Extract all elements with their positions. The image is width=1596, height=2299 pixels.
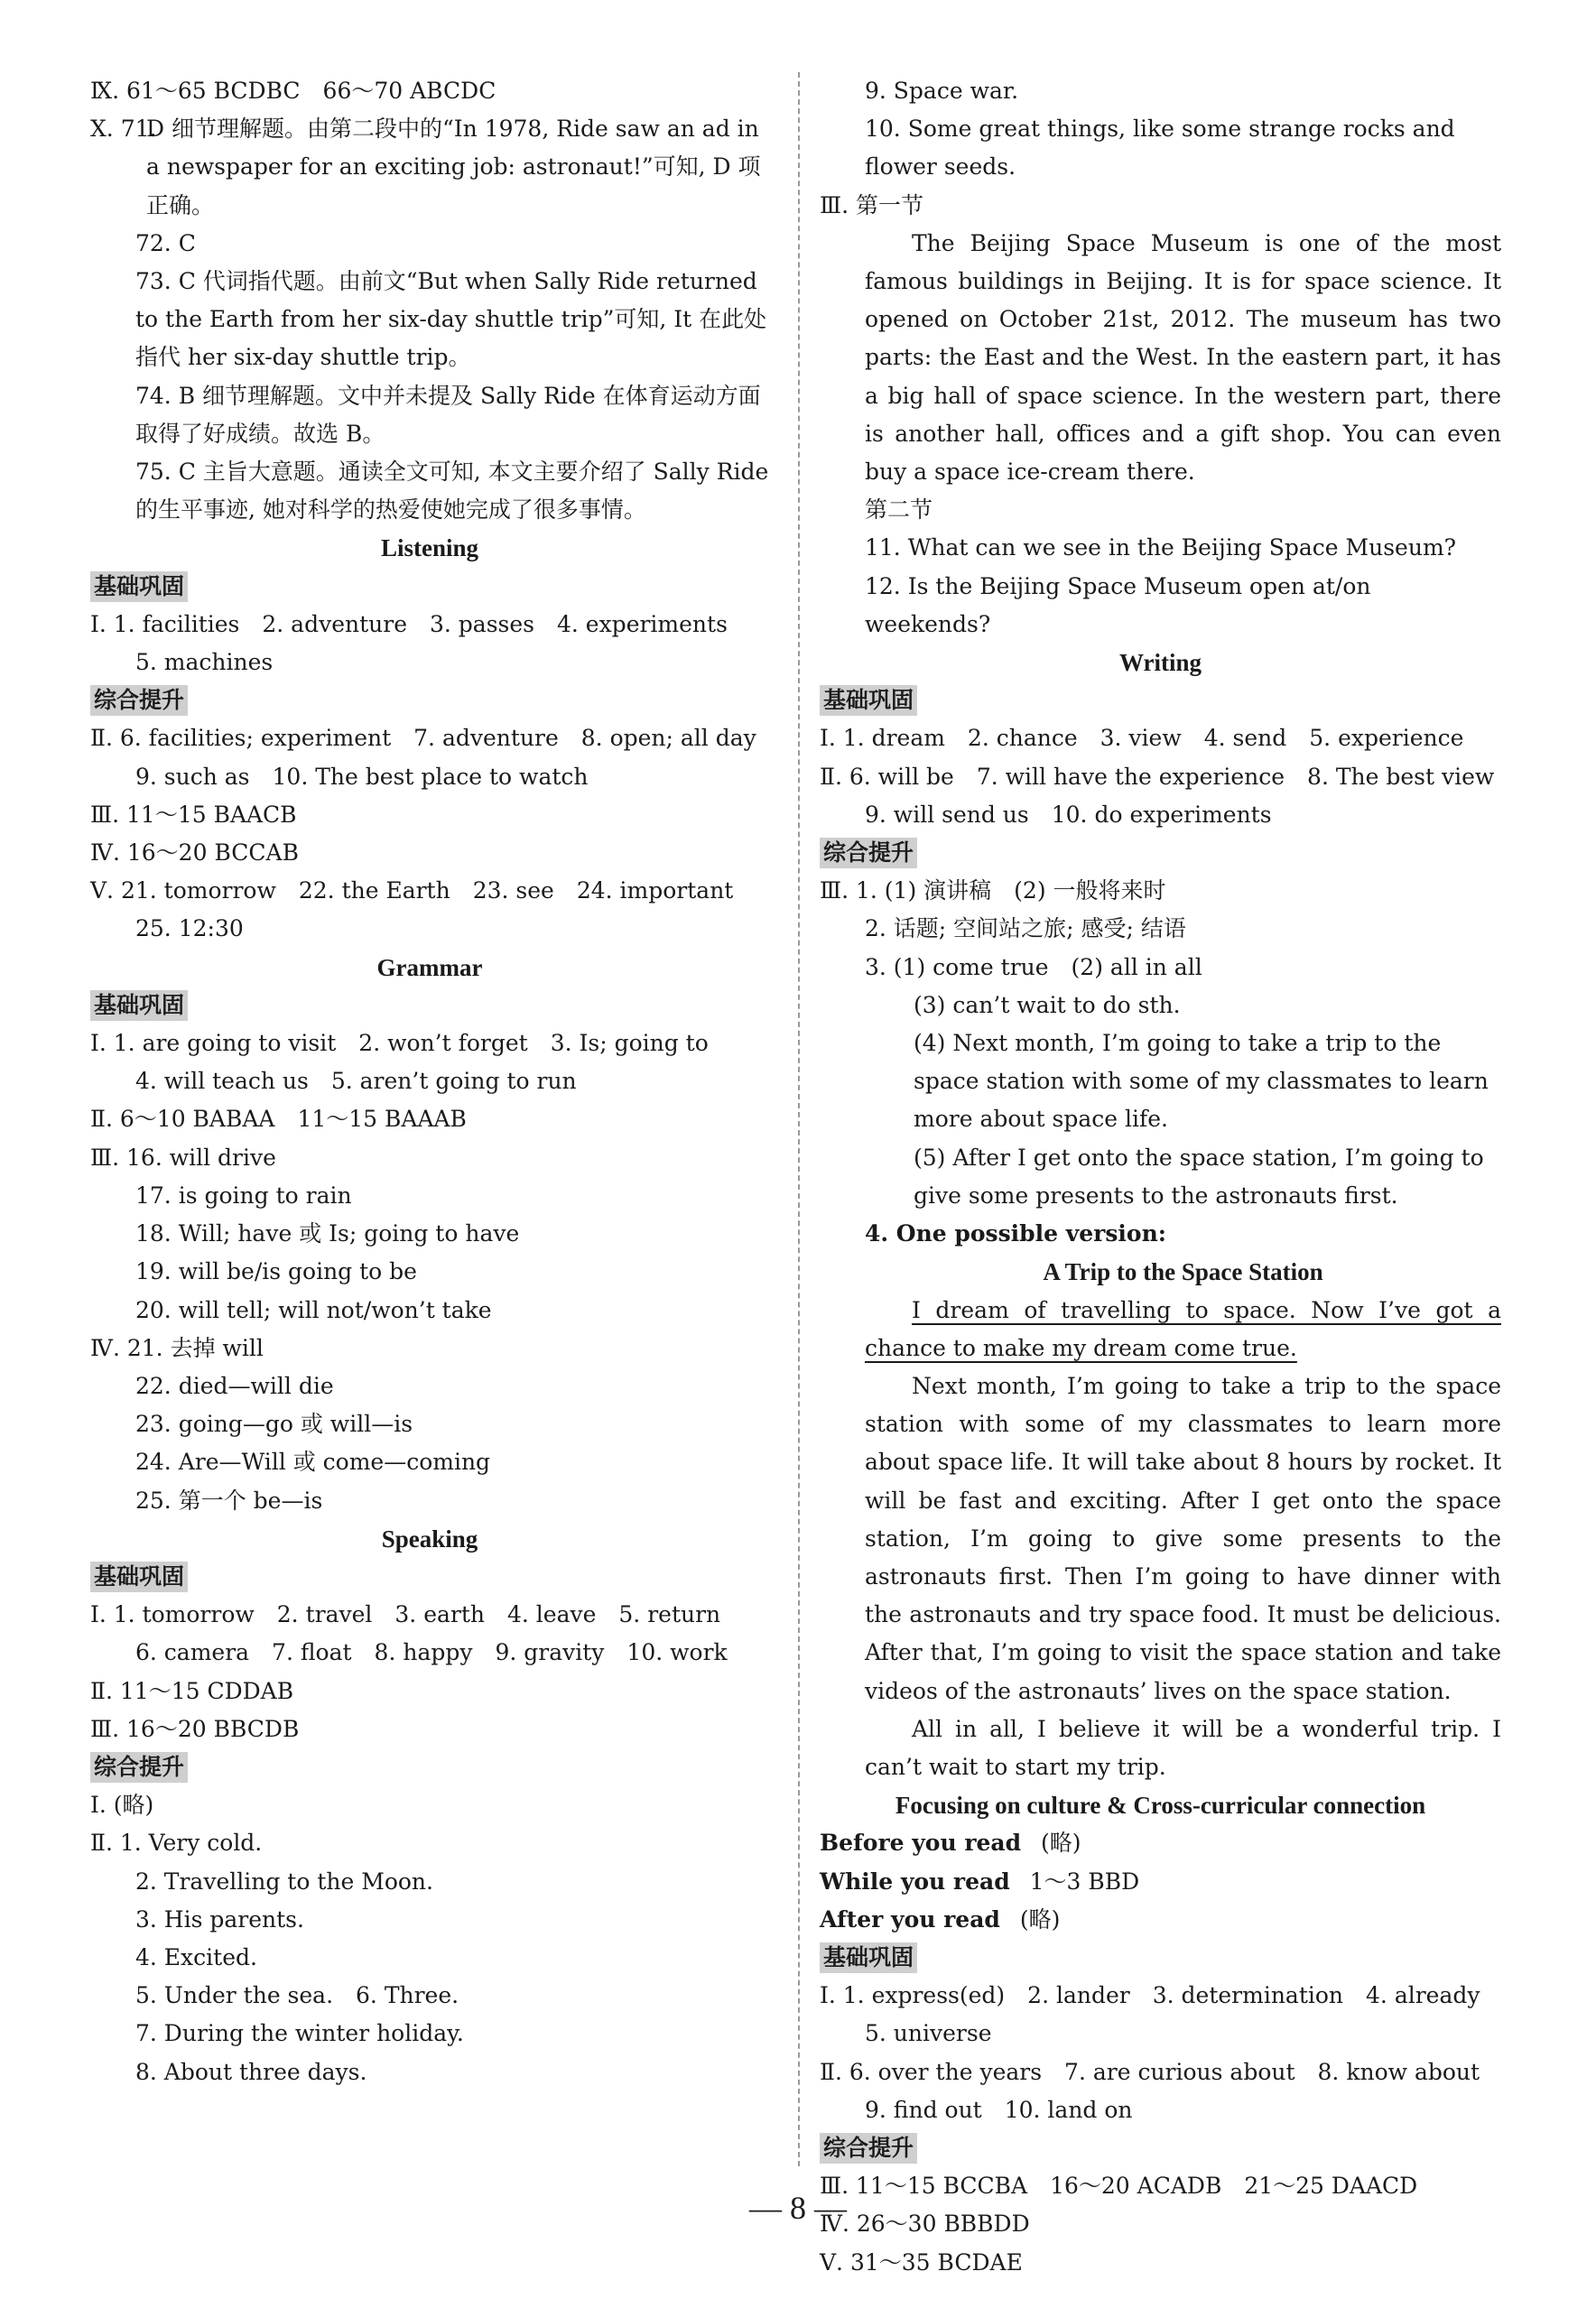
focus-iv: Ⅳ. 26～30 BBBDD (820, 2211, 1030, 2238)
writing-ii-line1: Ⅱ. 6. will be 7. will have the experience 8. The best view (820, 763, 1495, 790)
grammar-iii-17: 17. is going to rain (135, 1182, 352, 1209)
section-iii-part2-heading: 第二节 (865, 496, 933, 524)
grammar-i-line1: Ⅰ. 1. are going to visit 2. won’t forget 3. Is; going to (90, 1030, 709, 1057)
listening-ii-line2: 9. such as 10. The best place to watch (135, 763, 589, 790)
answer-75: 75. C 主旨大意题。通读全文可知, 本文主要介绍了 Sally Ride 的生平事迹, 她对科学的热爱使她完成了很多事情。 (135, 459, 769, 524)
answer-71-text: D 细节理解题。由第二段中的“In 1978, Ride saw an ad in a newspaper for an exciting job: astronaut!”可知, D 项正确。 (146, 116, 761, 218)
essay-paragraph-3: All in all, I believe it will be a wonderful trip. I can’t wait to start my trip. (865, 1715, 1501, 1780)
grammar-iii-18: 18. Will; have 或 Is; going to have (135, 1220, 520, 1247)
after-you-read-value: (略) (1019, 1905, 1061, 1933)
tag-advanced-listening: 综合提升 (90, 685, 188, 716)
writing-iii-3-4: (4) Next month, I’m going to take a trip to the space station with some of my classmates to learn more about space life. (914, 1030, 1489, 1133)
speaking-adv-ii-4: 4. Excited. (135, 1943, 257, 1970)
writing-iii-1: Ⅲ. 1. (1) 演讲稿 (2) 一般将来时 (820, 877, 1166, 904)
grammar-ii: Ⅱ. 6～10 BABAA 11～15 BAAAB (90, 1106, 467, 1133)
answer-72: 72. C (135, 229, 196, 256)
writing-title: Writing (1118, 649, 1202, 677)
writing-iii-3-1: 3. (1) come true (2) all in all (865, 953, 1202, 980)
grammar-iv-23: 23. going—go 或 will—is (135, 1411, 413, 1438)
grammar-iv-24: 24. Are—Will 或 come—coming (135, 1449, 491, 1476)
listening-i-line2: 5. machines (135, 649, 274, 676)
listening-iii: Ⅲ. 11～15 BAACB (90, 801, 297, 828)
listening-v-line2: 25. 12:30 (135, 915, 244, 942)
essay-paragraph-1-wrap (820, 1292, 1501, 1367)
tag-basic-focus: 基础巩固 (820, 1942, 917, 1973)
speaking-adv-ii-1: Ⅱ. 1. Very cold. (90, 1830, 263, 1857)
before-you-read-label: Before you read (820, 1830, 1022, 1857)
focus-i-line2: 5. universe (865, 2020, 992, 2047)
listening-v-line1: Ⅴ. 21. tomorrow 22. the Earth 23. see 24. important (90, 877, 734, 904)
after-you-read-label: After you read (820, 1905, 1000, 1933)
writing-iii-2: 2. 话题; 空间站之旅; 感受; 结语 (865, 915, 1186, 942)
answer-10: 10. Some great things, like some strange rocks and flower seeds. (865, 116, 1455, 181)
focus-v: Ⅴ. 31～35 BCDAE (820, 2248, 1023, 2276)
grammar-title: Grammar (376, 953, 483, 981)
listening-ii-line1: Ⅱ. 6. facilities; experiment 7. adventure 8. open; all day (90, 725, 756, 752)
speaking-ii: Ⅱ. 11～15 CDDAB (90, 1677, 294, 1704)
focus-iii: Ⅲ. 11～15 BCCBA 16～20 ACADB 21～25 DAACD (820, 2173, 1418, 2200)
focus-ii-line1: Ⅱ. 6. over the years 7. are curious about 8. know about (820, 2058, 1480, 2085)
section-iii-part1-heading: Ⅲ. 第一节 (820, 191, 924, 218)
tag-basic-writing: 基础巩固 (820, 685, 917, 716)
speaking-adv-ii-8: 8. About three days. (135, 2058, 367, 2085)
tag-basic-grammar: 基础巩固 (90, 990, 188, 1021)
left-column (90, 72, 769, 2091)
while-you-read-row (820, 1863, 1501, 1901)
tag-advanced-focus: 综合提升 (820, 2133, 917, 2164)
grammar-iii-20: 20. will tell; will not/won’t take (135, 1296, 492, 1323)
answer-9: 9. Space war. (865, 78, 1019, 104)
right-column (820, 72, 1501, 2282)
writing-iii-4-heading: 4. One possible version: (865, 1220, 1167, 1247)
writing-ii-line2: 9. will send us 10. do experiments (865, 801, 1272, 828)
writing-iii-3-3: (3) can’t wait to do sth. (914, 991, 1181, 1018)
speaking-adv-ii-3: 3. His parents. (135, 1905, 304, 1933)
speaking-adv-ii-2: 2. Travelling to the Moon. (135, 1868, 433, 1895)
column-divider (798, 72, 800, 2166)
writing-i: Ⅰ. 1. dream 2. chance 3. view 4. send 5. experience (820, 725, 1464, 752)
while-you-read-value: 1～3 BBD (1029, 1868, 1140, 1895)
focus-title: Focusing on culture & Cross-curricular connection (895, 1792, 1426, 1820)
essay-paragraph-2: Next month, I’m going to take a trip to the space station with some of my classmates to learn more about space life. It will take about 8 hours by rocket. It will be fast and exciting. After I get onto the space station, I’m going to give some presents to the astronauts first. Then I’m going to have dinner with the astronauts and try space food. It must be delicious. After that, I’m going to visit the space station and take videos of the astronauts’ lives on the space station. (865, 1372, 1501, 1704)
section-iii-paragraph: The Beijing Space Museum is one of the most famous buildings in Beijing. It is for space science. It opened on October 21st, 2012. The museum has two parts: the East and the West. In the eastern part, it has a big hall of space science. In the western part, there is another hall, offices and a gift shop. You can even buy a space ice-cream there. (865, 229, 1501, 486)
tag-basic-speaking: 基础巩固 (90, 1562, 188, 1592)
after-you-read-row (820, 1901, 1501, 1939)
focus-ii-line2: 9. find out 10. land on (865, 2096, 1133, 2123)
page-number: — 8 — (749, 2190, 847, 2226)
answer-12: 12. Is the Beijing Space Museum open at/on weekends? (865, 572, 1371, 637)
speaking-adv-ii-5-6: 5. Under the sea. 6. Three. (135, 1982, 459, 2009)
listening-title: Listening (380, 534, 479, 562)
writing-iii-3-5: (5) After I get onto the space station, I’m going to give some presents to the astronauts first. (914, 1144, 1484, 1209)
before-you-read-value: (略) (1041, 1830, 1081, 1857)
before-you-read-row (820, 1824, 1501, 1862)
listening-iv: Ⅳ. 16～20 BCCAB (90, 839, 299, 867)
speaking-adv-i: Ⅰ. (略) (90, 1792, 154, 1819)
speaking-title: Speaking (381, 1525, 478, 1553)
grammar-iii-16: Ⅲ. 16. will drive (90, 1144, 276, 1171)
speaking-iii: Ⅲ. 16～20 BBCDB (90, 1715, 300, 1742)
answer-74: 74. B 细节理解题。文中并未提及 Sally Ride 在体育运动方面取得了好成绩。故选 B。 (135, 382, 761, 447)
speaking-adv-ii-7: 7. During the winter holiday. (135, 2020, 464, 2047)
essay-title: A Trip to the Space Station (1043, 1258, 1323, 1286)
speaking-i-line1: Ⅰ. 1. tomorrow 2. travel 3. earth 4. leave 5. return (90, 1601, 721, 1628)
answer-11: 11. What can we see in the Beijing Space Museum? (865, 534, 1457, 561)
tag-advanced-writing: 综合提升 (820, 838, 917, 868)
tag-basic-listening: 基础巩固 (90, 571, 188, 602)
question-71 (90, 110, 769, 225)
grammar-iii-19: 19. will be/is going to be (135, 1258, 417, 1285)
speaking-i-line2: 6. camera 7. float 8. happy 9. gravity 10. work (135, 1639, 728, 1666)
listening-i-line1: Ⅰ. 1. facilities 2. adventure 3. passes 4. experiments (90, 610, 728, 637)
grammar-iv-22: 22. died—will die (135, 1372, 334, 1399)
grammar-i-line2: 4. will teach us 5. aren’t going to run (135, 1068, 577, 1095)
focus-i-line1: Ⅰ. 1. express(ed) 2. lander 3. determination 4. already (820, 1982, 1480, 2009)
section-x-label: Ⅹ. 71. (90, 116, 157, 143)
answer-73: 73. C 代词指代题。由前文“But when Sally Ride returned to the Earth from her six-day shuttle trip”可知, It 在此处指代 her six-day shuttle trip。 (135, 268, 767, 371)
grammar-iv-21: Ⅳ. 21. 去掉 will (90, 1334, 264, 1361)
section-ix-answers: Ⅸ. 61～65 BCDBC 66～70 ABCDC (90, 78, 496, 104)
while-you-read-label: While you read (820, 1868, 1010, 1895)
grammar-iv-25: 25. 第一个 be—is (135, 1487, 323, 1514)
essay-paragraph-1: I dream of travelling to space. Now I’ve got a chance to make my dream come true. (865, 1296, 1501, 1361)
tag-advanced-speaking: 综合提升 (90, 1752, 188, 1783)
